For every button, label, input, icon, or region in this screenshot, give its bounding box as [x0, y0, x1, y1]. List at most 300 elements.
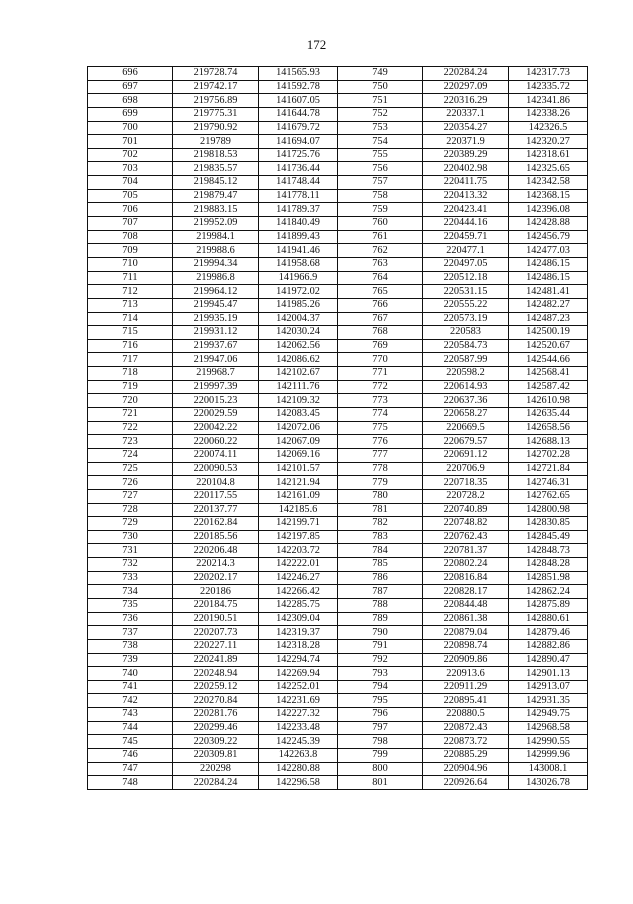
point-number-left: 725: [88, 462, 173, 476]
x-coordinate-left: 220241.89: [173, 653, 259, 667]
point-number-right: 776: [338, 435, 423, 449]
y-coordinate-right: 142587.42: [509, 380, 588, 394]
table-row: [88, 176, 588, 190]
y-coordinate-right: 142990.55: [509, 735, 588, 749]
point-number-right: 757: [338, 176, 423, 190]
x-coordinate-left: 219756.89: [173, 94, 259, 108]
x-coordinate-right: 220904.96: [423, 762, 509, 776]
x-coordinate-left: 219742.17: [173, 80, 259, 94]
y-coordinate-right: 142320.27: [509, 135, 588, 149]
x-coordinate-right: 220844.48: [423, 598, 509, 612]
y-coordinate-left: 141966.9: [259, 271, 338, 285]
y-coordinate-right: 142428.88: [509, 217, 588, 231]
y-coordinate-right: 142913.07: [509, 680, 588, 694]
y-coordinate-right: 142481.41: [509, 285, 588, 299]
table-row: [88, 298, 588, 312]
point-number-left: 696: [88, 67, 173, 81]
y-coordinate-left: 142227.32: [259, 708, 338, 722]
table-row: [88, 448, 588, 462]
y-coordinate-left: 141789.37: [259, 203, 338, 217]
x-coordinate-right: 220297.09: [423, 80, 509, 94]
table-row: [88, 680, 588, 694]
table-row: [88, 544, 588, 558]
table-row: [88, 367, 588, 381]
y-coordinate-right: 142396.08: [509, 203, 588, 217]
y-coordinate-left: 142263.8: [259, 749, 338, 763]
x-coordinate-right: 220748.82: [423, 517, 509, 531]
y-coordinate-right: 142317.73: [509, 67, 588, 81]
point-number-right: 793: [338, 667, 423, 681]
y-coordinate-right: 142486.15: [509, 257, 588, 271]
y-coordinate-right: 142882.86: [509, 639, 588, 653]
table-row: [88, 435, 588, 449]
point-number-right: 785: [338, 558, 423, 572]
x-coordinate-left: 220248.94: [173, 667, 259, 681]
point-number-left: 737: [88, 626, 173, 640]
y-coordinate-right: 142968.58: [509, 721, 588, 735]
x-coordinate-left: 219835.57: [173, 162, 259, 176]
table-row: [88, 749, 588, 763]
point-number-right: 783: [338, 530, 423, 544]
table-row: [88, 708, 588, 722]
y-coordinate-right: 142848.73: [509, 544, 588, 558]
point-number-right: 756: [338, 162, 423, 176]
x-coordinate-left: 219964.12: [173, 285, 259, 299]
point-number-left: 745: [88, 735, 173, 749]
x-coordinate-left: 220060.22: [173, 435, 259, 449]
x-coordinate-right: 220895.41: [423, 694, 509, 708]
table-row: [88, 735, 588, 749]
x-coordinate-left: 220227.11: [173, 639, 259, 653]
y-coordinate-left: 142285.75: [259, 598, 338, 612]
point-number-left: 727: [88, 489, 173, 503]
point-number-right: 777: [338, 448, 423, 462]
x-coordinate-right: 220413.32: [423, 189, 509, 203]
table-row: [88, 121, 588, 135]
point-number-right: 795: [338, 694, 423, 708]
y-coordinate-right: 142500.19: [509, 326, 588, 340]
y-coordinate-left: 141840.49: [259, 217, 338, 231]
y-coordinate-left: 141748.44: [259, 176, 338, 190]
y-coordinate-right: 142762.65: [509, 489, 588, 503]
y-coordinate-left: 142318.28: [259, 639, 338, 653]
x-coordinate-left: 219845.12: [173, 176, 259, 190]
x-coordinate-left: 220029.59: [173, 408, 259, 422]
table-row: [88, 135, 588, 149]
point-number-left: 720: [88, 394, 173, 408]
point-number-left: 743: [88, 708, 173, 722]
point-number-left: 706: [88, 203, 173, 217]
x-coordinate-right: 220828.17: [423, 585, 509, 599]
x-coordinate-right: 220477.1: [423, 244, 509, 258]
y-coordinate-right: 142901.13: [509, 667, 588, 681]
y-coordinate-right: 142487.23: [509, 312, 588, 326]
y-coordinate-left: 141607.05: [259, 94, 338, 108]
x-coordinate-left: 219984.1: [173, 230, 259, 244]
table-row: [88, 148, 588, 162]
table-row: [88, 653, 588, 667]
x-coordinate-left: 220162.84: [173, 517, 259, 531]
point-number-left: 723: [88, 435, 173, 449]
x-coordinate-left: 219997.39: [173, 380, 259, 394]
x-coordinate-right: 220614.93: [423, 380, 509, 394]
point-number-right: 763: [338, 257, 423, 271]
point-number-left: 702: [88, 148, 173, 162]
point-number-right: 800: [338, 762, 423, 776]
point-number-right: 768: [338, 326, 423, 340]
x-coordinate-right: 220909.86: [423, 653, 509, 667]
x-coordinate-right: 220740.89: [423, 503, 509, 517]
y-coordinate-left: 142296.58: [259, 776, 338, 790]
x-coordinate-left: 219775.31: [173, 107, 259, 121]
y-coordinate-left: 142161.09: [259, 489, 338, 503]
table-row: [88, 558, 588, 572]
point-number-left: 713: [88, 298, 173, 312]
y-coordinate-left: 142233.48: [259, 721, 338, 735]
table-row: [88, 107, 588, 121]
x-coordinate-right: 220583: [423, 326, 509, 340]
y-coordinate-left: 142266.42: [259, 585, 338, 599]
table-row: [88, 585, 588, 599]
y-coordinate-left: 142294.74: [259, 653, 338, 667]
point-number-left: 740: [88, 667, 173, 681]
x-coordinate-left: 220270.84: [173, 694, 259, 708]
table-row: [88, 94, 588, 108]
point-number-right: 788: [338, 598, 423, 612]
y-coordinate-right: 142949.75: [509, 708, 588, 722]
point-number-left: 742: [88, 694, 173, 708]
y-coordinate-left: 142101.57: [259, 462, 338, 476]
point-number-right: 752: [338, 107, 423, 121]
table-row: [88, 530, 588, 544]
x-coordinate-right: 220879.04: [423, 626, 509, 640]
point-number-left: 739: [88, 653, 173, 667]
y-coordinate-left: 141899.43: [259, 230, 338, 244]
y-coordinate-left: 141778.11: [259, 189, 338, 203]
x-coordinate-left: 220309.81: [173, 749, 259, 763]
point-number-right: 794: [338, 680, 423, 694]
x-coordinate-left: 219931.12: [173, 326, 259, 340]
x-coordinate-left: 220299.46: [173, 721, 259, 735]
table-row: [88, 80, 588, 94]
table-row: [88, 67, 588, 81]
x-coordinate-right: 220926.64: [423, 776, 509, 790]
y-coordinate-left: 142121.94: [259, 476, 338, 490]
x-coordinate-left: 220207.73: [173, 626, 259, 640]
x-coordinate-right: 220573.19: [423, 312, 509, 326]
point-number-right: 797: [338, 721, 423, 735]
table-row: [88, 271, 588, 285]
table-row: [88, 517, 588, 531]
point-number-left: 718: [88, 367, 173, 381]
point-number-right: 781: [338, 503, 423, 517]
x-coordinate-left: 219789: [173, 135, 259, 149]
point-number-right: 754: [338, 135, 423, 149]
x-coordinate-right: 220337.1: [423, 107, 509, 121]
x-coordinate-left: 220284.24: [173, 776, 259, 790]
x-coordinate-left: 220117.55: [173, 489, 259, 503]
y-coordinate-left: 141694.07: [259, 135, 338, 149]
y-coordinate-right: 142568.41: [509, 367, 588, 381]
x-coordinate-left: 220259.12: [173, 680, 259, 694]
y-coordinate-left: 141592.78: [259, 80, 338, 94]
point-number-right: 765: [338, 285, 423, 299]
point-number-left: 726: [88, 476, 173, 490]
y-coordinate-left: 142062.56: [259, 339, 338, 353]
page-number: 172: [306, 37, 327, 52]
table-row: [88, 489, 588, 503]
y-coordinate-left: 141985.26: [259, 298, 338, 312]
x-coordinate-right: 220880.5: [423, 708, 509, 722]
y-coordinate-left: 142280.88: [259, 762, 338, 776]
x-coordinate-right: 220898.74: [423, 639, 509, 653]
table-row: [88, 476, 588, 490]
y-coordinate-right: 142746.31: [509, 476, 588, 490]
y-coordinate-right: 142845.49: [509, 530, 588, 544]
point-number-right: 779: [338, 476, 423, 490]
point-number-right: 773: [338, 394, 423, 408]
table-row: [88, 312, 588, 326]
table-row: [88, 598, 588, 612]
x-coordinate-right: 220718.35: [423, 476, 509, 490]
x-coordinate-left: 219728.74: [173, 67, 259, 81]
x-coordinate-right: 220762.43: [423, 530, 509, 544]
y-coordinate-left: 142199.71: [259, 517, 338, 531]
point-number-right: 774: [338, 408, 423, 422]
point-number-right: 764: [338, 271, 423, 285]
y-coordinate-left: 141736.44: [259, 162, 338, 176]
point-number-right: 755: [338, 148, 423, 162]
x-coordinate-left: 220185.56: [173, 530, 259, 544]
y-coordinate-right: 142880.61: [509, 612, 588, 626]
point-number-right: 771: [338, 367, 423, 381]
point-number-right: 790: [338, 626, 423, 640]
x-coordinate-right: 220402.98: [423, 162, 509, 176]
x-coordinate-left: 219883.15: [173, 203, 259, 217]
table-row: [88, 203, 588, 217]
point-number-right: 792: [338, 653, 423, 667]
x-coordinate-left: 220202.17: [173, 571, 259, 585]
y-coordinate-right: 142721.84: [509, 462, 588, 476]
y-coordinate-left: 142083.45: [259, 408, 338, 422]
x-coordinate-right: 220911.29: [423, 680, 509, 694]
y-coordinate-left: 142252.01: [259, 680, 338, 694]
point-number-left: 724: [88, 448, 173, 462]
coordinates-table-body: [88, 67, 588, 790]
point-number-right: 784: [338, 544, 423, 558]
y-coordinate-left: 141941.46: [259, 244, 338, 258]
x-coordinate-left: 219994.34: [173, 257, 259, 271]
y-coordinate-left: 142030.24: [259, 326, 338, 340]
x-coordinate-right: 220816.84: [423, 571, 509, 585]
table-row: [88, 626, 588, 640]
y-coordinate-left: 142203.72: [259, 544, 338, 558]
x-coordinate-left: 220137.77: [173, 503, 259, 517]
point-number-left: 738: [88, 639, 173, 653]
x-coordinate-right: 220497.05: [423, 257, 509, 271]
y-coordinate-left: 141644.78: [259, 107, 338, 121]
y-coordinate-left: 142111.76: [259, 380, 338, 394]
point-number-left: 731: [88, 544, 173, 558]
table-row: [88, 639, 588, 653]
point-number-left: 733: [88, 571, 173, 585]
x-coordinate-right: 220802.24: [423, 558, 509, 572]
y-coordinate-right: 142456.79: [509, 230, 588, 244]
point-number-right: 786: [338, 571, 423, 585]
point-number-right: 799: [338, 749, 423, 763]
x-coordinate-left: 219988.6: [173, 244, 259, 258]
point-number-right: 775: [338, 421, 423, 435]
point-number-left: 711: [88, 271, 173, 285]
point-number-right: 751: [338, 94, 423, 108]
table-row: [88, 257, 588, 271]
table-row: [88, 189, 588, 203]
point-number-right: 787: [338, 585, 423, 599]
x-coordinate-left: 220309.22: [173, 735, 259, 749]
table-row: [88, 667, 588, 681]
y-coordinate-right: 142702.28: [509, 448, 588, 462]
point-number-right: 750: [338, 80, 423, 94]
x-coordinate-left: 219947.06: [173, 353, 259, 367]
x-coordinate-left: 220298: [173, 762, 259, 776]
x-coordinate-right: 220658.27: [423, 408, 509, 422]
x-coordinate-right: 220872.43: [423, 721, 509, 735]
point-number-right: 753: [338, 121, 423, 135]
x-coordinate-left: 219818.53: [173, 148, 259, 162]
table-row: [88, 408, 588, 422]
x-coordinate-left: 219968.7: [173, 367, 259, 381]
x-coordinate-left: 220184.75: [173, 598, 259, 612]
point-number-left: 698: [88, 94, 173, 108]
y-coordinate-right: 142879.46: [509, 626, 588, 640]
y-coordinate-right: 142368.15: [509, 189, 588, 203]
y-coordinate-right: 142544.66: [509, 353, 588, 367]
y-coordinate-right: 142610.98: [509, 394, 588, 408]
y-coordinate-left: 141972.02: [259, 285, 338, 299]
point-number-left: 700: [88, 121, 173, 135]
table-row: [88, 353, 588, 367]
point-number-left: 729: [88, 517, 173, 531]
x-coordinate-left: 220206.48: [173, 544, 259, 558]
x-coordinate-right: 220354.27: [423, 121, 509, 135]
x-coordinate-right: 220512.18: [423, 271, 509, 285]
point-number-right: 778: [338, 462, 423, 476]
y-coordinate-left: 142231.69: [259, 694, 338, 708]
point-number-right: 770: [338, 353, 423, 367]
y-coordinate-right: 142335.72: [509, 80, 588, 94]
x-coordinate-right: 220284.24: [423, 67, 509, 81]
y-coordinate-left: 142069.16: [259, 448, 338, 462]
y-coordinate-right: 142688.13: [509, 435, 588, 449]
y-coordinate-left: 142004.37: [259, 312, 338, 326]
x-coordinate-right: 220913.6: [423, 667, 509, 681]
table-row: [88, 721, 588, 735]
table-row: [88, 326, 588, 340]
table-row: [88, 230, 588, 244]
point-number-left: 705: [88, 189, 173, 203]
y-coordinate-right: 143026.78: [509, 776, 588, 790]
point-number-left: 746: [88, 749, 173, 763]
point-number-left: 732: [88, 558, 173, 572]
y-coordinate-left: 142185.6: [259, 503, 338, 517]
point-number-right: 761: [338, 230, 423, 244]
point-number-left: 719: [88, 380, 173, 394]
x-coordinate-left: 220190.51: [173, 612, 259, 626]
x-coordinate-right: 220873.72: [423, 735, 509, 749]
point-number-left: 716: [88, 339, 173, 353]
y-coordinate-right: 142326.5: [509, 121, 588, 135]
y-coordinate-left: 142067.09: [259, 435, 338, 449]
point-number-left: 717: [88, 353, 173, 367]
table-row: [88, 571, 588, 585]
point-number-left: 715: [88, 326, 173, 340]
x-coordinate-left: 220186: [173, 585, 259, 599]
point-number-left: 741: [88, 680, 173, 694]
x-coordinate-left: 219935.19: [173, 312, 259, 326]
point-number-left: 707: [88, 217, 173, 231]
x-coordinate-right: 220861.38: [423, 612, 509, 626]
point-number-left: 747: [88, 762, 173, 776]
point-number-left: 701: [88, 135, 173, 149]
y-coordinate-left: 142102.67: [259, 367, 338, 381]
point-number-left: 722: [88, 421, 173, 435]
y-coordinate-left: 142246.27: [259, 571, 338, 585]
x-coordinate-right: 220885.29: [423, 749, 509, 763]
point-number-left: 704: [88, 176, 173, 190]
point-number-right: 762: [338, 244, 423, 258]
y-coordinate-right: 142325.65: [509, 162, 588, 176]
point-number-left: 697: [88, 80, 173, 94]
point-number-left: 748: [88, 776, 173, 790]
table-row: [88, 776, 588, 790]
y-coordinate-left: 142269.94: [259, 667, 338, 681]
point-number-right: 760: [338, 217, 423, 231]
y-coordinate-right: 142890.47: [509, 653, 588, 667]
point-number-right: 766: [338, 298, 423, 312]
x-coordinate-right: 220637.36: [423, 394, 509, 408]
point-number-left: 736: [88, 612, 173, 626]
y-coordinate-left: 142109.32: [259, 394, 338, 408]
y-coordinate-right: 142830.85: [509, 517, 588, 531]
table-row: [88, 244, 588, 258]
x-coordinate-right: 220371.9: [423, 135, 509, 149]
x-coordinate-right: 220411.75: [423, 176, 509, 190]
y-coordinate-right: 142658.56: [509, 421, 588, 435]
y-coordinate-left: 141679.72: [259, 121, 338, 135]
point-number-right: 798: [338, 735, 423, 749]
x-coordinate-left: 219986.8: [173, 271, 259, 285]
y-coordinate-right: 142862.24: [509, 585, 588, 599]
y-coordinate-left: 141958.68: [259, 257, 338, 271]
point-number-left: 734: [88, 585, 173, 599]
x-coordinate-left: 220015.23: [173, 394, 259, 408]
table-row: [88, 421, 588, 435]
y-coordinate-right: 142338.26: [509, 107, 588, 121]
y-coordinate-right: 143008.1: [509, 762, 588, 776]
y-coordinate-right: 142931.35: [509, 694, 588, 708]
x-coordinate-left: 219790.92: [173, 121, 259, 135]
x-coordinate-left: 220090.53: [173, 462, 259, 476]
y-coordinate-right: 142318.61: [509, 148, 588, 162]
point-number-right: 759: [338, 203, 423, 217]
point-number-left: 728: [88, 503, 173, 517]
x-coordinate-right: 220587.99: [423, 353, 509, 367]
y-coordinate-left: 142197.85: [259, 530, 338, 544]
x-coordinate-right: 220555.22: [423, 298, 509, 312]
y-coordinate-left: 141725.76: [259, 148, 338, 162]
point-number-left: 714: [88, 312, 173, 326]
point-number-left: 708: [88, 230, 173, 244]
